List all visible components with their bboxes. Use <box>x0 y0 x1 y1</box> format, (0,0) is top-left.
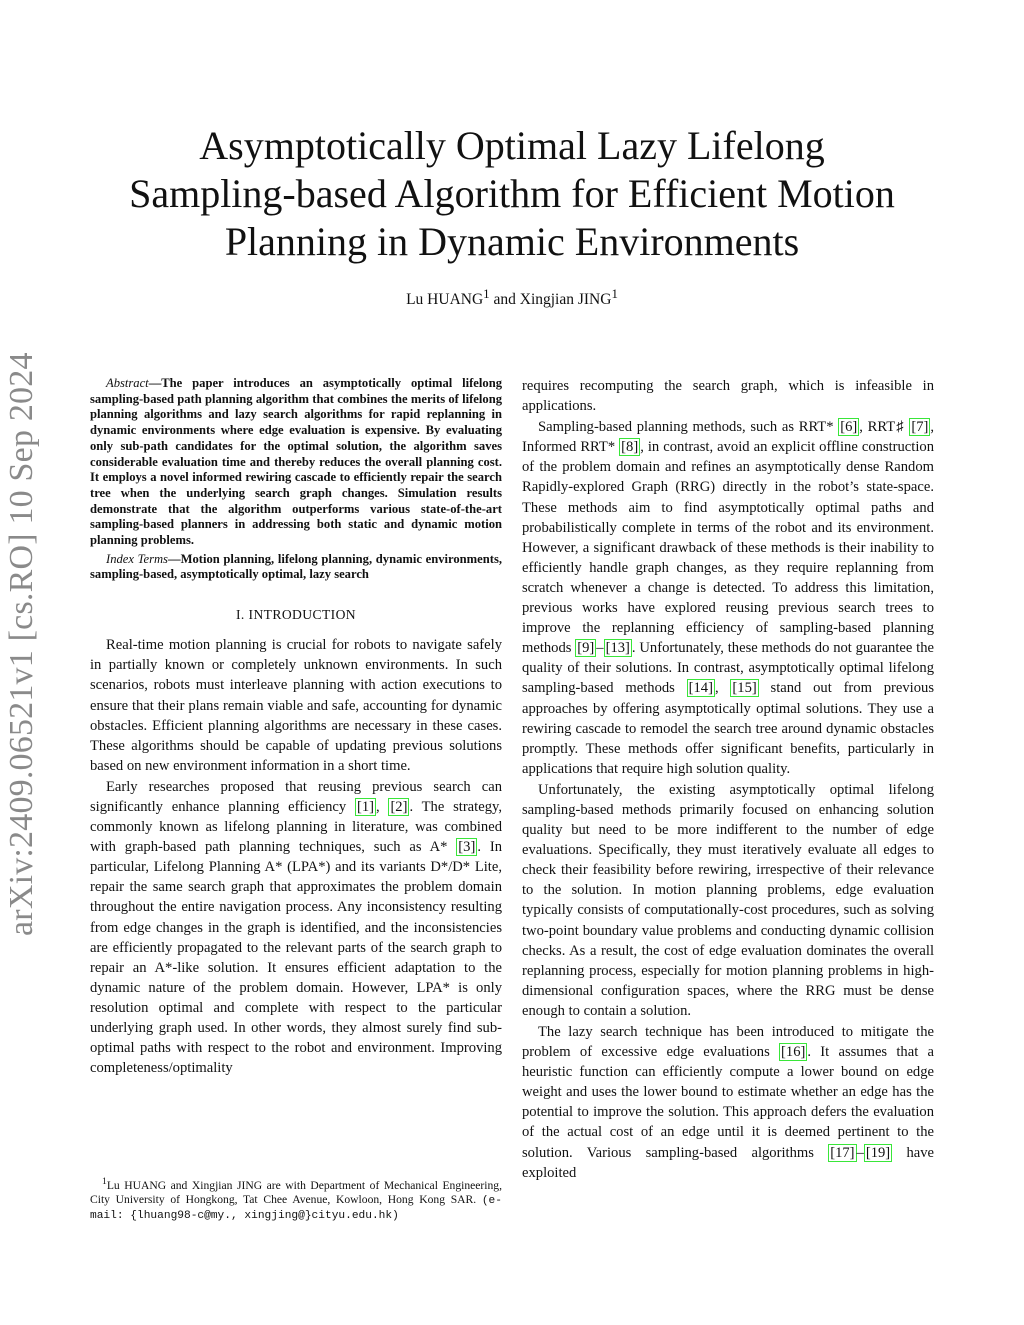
paragraph-text: , RRT♯ <box>859 419 910 436</box>
citation-link[interactable]: [17] <box>830 1144 855 1161</box>
citation-link[interactable]: [7] <box>911 419 929 436</box>
index-terms <box>90 552 502 583</box>
paragraph-text: – <box>856 1144 864 1161</box>
footnote-marker: 1 <box>102 1176 107 1187</box>
abstract-text: The paper introduces an asymptotically optimal lifelong sampling-based path planning algorithm that combines the merits of lifelong planning algorithms and lazy search algorithms for rapid replanning in dynamic environments where edge evaluation is expensive. By evaluating only sub-path candidates for the optimal solution, the algorithm saves considerable evaluation time and thereby reduces the overall planning cost. It employs a novel informed rewiring cascade to efficiently repair the search tree when the underlying search graph changes. Simulation results demonstrate that the algorithm outperforms various state-of-the-art sampling-based planners in addressing both static and dynamic motion planning problems. <box>90 376 502 548</box>
paragraph-text: The lazy search technique has been introduced to mitigate the problem of excessive edge evaluations <box>522 1024 934 1061</box>
title-line-1: Asymptotically Optimal Lazy Lifelong <box>199 123 825 168</box>
title-line-3: Planning in Dynamic Environments <box>224 219 800 264</box>
left-column <box>90 376 502 1078</box>
right-column <box>522 376 934 1183</box>
paragraph-text: , <box>714 680 731 697</box>
section-title-rest: NTRODUCTION <box>253 607 357 623</box>
paragraph-text: . It assumes that a heuristic function can efficiently compute a lower bound on edge weight and uses the lower bound to estimate whether an edge has the potential to improve the solution. This approach defers the evaluation of the actual cost of an edge until it is deemed pertinent to the solution. Various sampling-based algorithms <box>522 1044 934 1161</box>
abstract-label: Abstract <box>106 376 149 390</box>
intro-paragraph-2 <box>90 777 502 1078</box>
paragraph-text: – <box>596 640 604 657</box>
citation-link[interactable]: [13] <box>605 640 630 657</box>
citation-link[interactable]: [19] <box>865 1144 891 1161</box>
footnote-email[interactable]: (e-mail: {lhuang98-c@my., xingjing@}cityu.edu.hk) <box>90 1195 502 1223</box>
paragraph-text: Sampling-based planning methods, such as RRT* <box>538 419 839 436</box>
paragraph-text: . The strategy, commonly known as lifelong planning in literature, was combined with graph-based path planning techniques, such as A* <box>90 798 502 856</box>
citation-link[interactable]: [3] <box>458 839 476 856</box>
citation-link[interactable]: [9] <box>577 640 595 657</box>
abstract <box>90 376 502 549</box>
section-title-initial: I <box>248 607 254 623</box>
paragraph-text: , Informed RRT* <box>522 419 935 456</box>
paragraph-text: Early researches proposed that reusing previous search can significantly enhance planning efficiency <box>90 778 502 815</box>
citation-link[interactable]: [16] <box>781 1044 806 1061</box>
paragraph-text: , in contrast, avoid an explicit offline construction of the problem domain and refines an asymptotically dense Random Rapidly-explored Graph (RRG) directly in the robot’s state-space. These methods aim to find asymptotically optimal paths and probabilistically complete in terms of the robot and its environment. However, a significant drawback of these methods is their inability to efficiently handle graph changes, as they require replanning from scratch whenever a change is detected. To address this limitation, previous works have explored reusing previous search trees to improve the replanning efficiency of sampling-based planning methods <box>522 439 934 657</box>
continued-paragraph: requires recomputing the search graph, which is infeasible in applications. <box>522 378 934 415</box>
paragraph-text: have exploited <box>522 1144 934 1181</box>
paragraph-text: stand out from previous approaches by offering asymptotically optimal solutions. They use a rewiring cascade to remodel the search tree around dynamic obstacles promptly. These methods offer significant benefits, particularly in applications that require high solution quality. <box>522 680 934 777</box>
lazy-search-paragraph <box>522 1022 934 1183</box>
section-heading-introduction <box>90 605 502 625</box>
paragraph-text: . In particular, Lifelong Planning A* (LPA*) and its variants D*/D* Lite, repair the same search graph that approximates the problem domain throughout the entire navigation process. Any inconsistency resulting from edge changes in the graph is identified, and the inconsistencies are efficiently propagated to the relevant parts of the search graph to repair an A*-like solution. It ensures efficient adaptation to the dynamic nature of the problem domain. However, LPA* is only resolution optimal and complete with respect to the particular underlying graph used. In other words, they almost surely find sub-optimal paths with respect to the robot and environment. Improving completeness/optimality <box>90 839 502 1077</box>
author-list <box>0 286 1024 309</box>
intro-paragraph-1: Real-time motion planning is crucial for robots to navigate safely in partially known or completely unknown environments. In such scenarios, robots must interleave planning with action executions to ensure that their plans remain viable and safe, accounting for dynamic obstacles. Efficient planning algorithms are necessary in these cases. These algorithms should be capable of updating previous solutions based on new environment information in a short time. <box>90 637 502 774</box>
paragraph-text: . Unfortunately, these methods do not guarantee the quality of their solutions. In contrast, asymptotically optimal lifelong sampling-based methods <box>522 640 934 697</box>
author-name: Xingjian JING <box>519 291 612 309</box>
section-number: I. <box>235 607 249 623</box>
citation-link[interactable]: [15] <box>732 680 757 697</box>
author-conjunction: and <box>489 291 520 309</box>
paragraph-text: , <box>376 798 389 815</box>
abstract-dash: — <box>148 376 162 390</box>
citation-link[interactable]: [2] <box>390 798 408 815</box>
index-terms-dash: — <box>167 551 181 566</box>
title-line-2: Sampling-based Algorithm for Efficient Motion <box>129 171 895 216</box>
author-name: Lu HUANG <box>406 291 484 309</box>
sampling-methods-paragraph <box>522 417 934 779</box>
edge-evaluation-paragraph: Unfortunately, the existing asymptotically optimal lifelong sampling-based methods primarily focused on enhancing solution quality but need to be more indifferent to the number of edge evaluations. Specifically, they must iteratively evaluate all edges to check their feasibility before rewiring, irrespective of their relevance to the solution. In motion planning problems, edge evaluation typically consists of computationally-cost procedures, such as solving two-point boundary value problems and conducting dynamic collision checks. As a result, the cost of edge evaluation dominates the overall replanning process, especially for motion planning problems in high-dimensional configuration spaces, where the RRG must be dense enough to contain a solution. <box>522 781 934 1019</box>
affiliation-footnote <box>90 1175 502 1223</box>
citation-link[interactable]: [14] <box>688 680 713 697</box>
index-terms-label: Index Terms <box>106 551 168 566</box>
citation-link[interactable]: [6] <box>840 419 858 436</box>
affiliation-marker: 1 <box>483 286 490 301</box>
index-terms-text: Motion planning, lifelong planning, dynamic environments, sampling-based, asymptotically optimal, lazy search <box>90 551 502 582</box>
citation-link[interactable]: [1] <box>356 798 375 815</box>
arxiv-identifier[interactable]: arXiv:2409.06521v1 [cs.RO] 10 Sep 2024 <box>3 352 40 936</box>
citation-link[interactable]: [8] <box>621 439 639 456</box>
affiliation-marker: 1 <box>611 286 618 301</box>
paper-title <box>100 122 924 266</box>
footnote-text: Lu HUANG and Xingjian JING are with Department of Mechanical Engineering, City University of Hongkong, Tat Chee Avenue, Kowloon, Hong Kong SAR. <box>90 1178 502 1207</box>
